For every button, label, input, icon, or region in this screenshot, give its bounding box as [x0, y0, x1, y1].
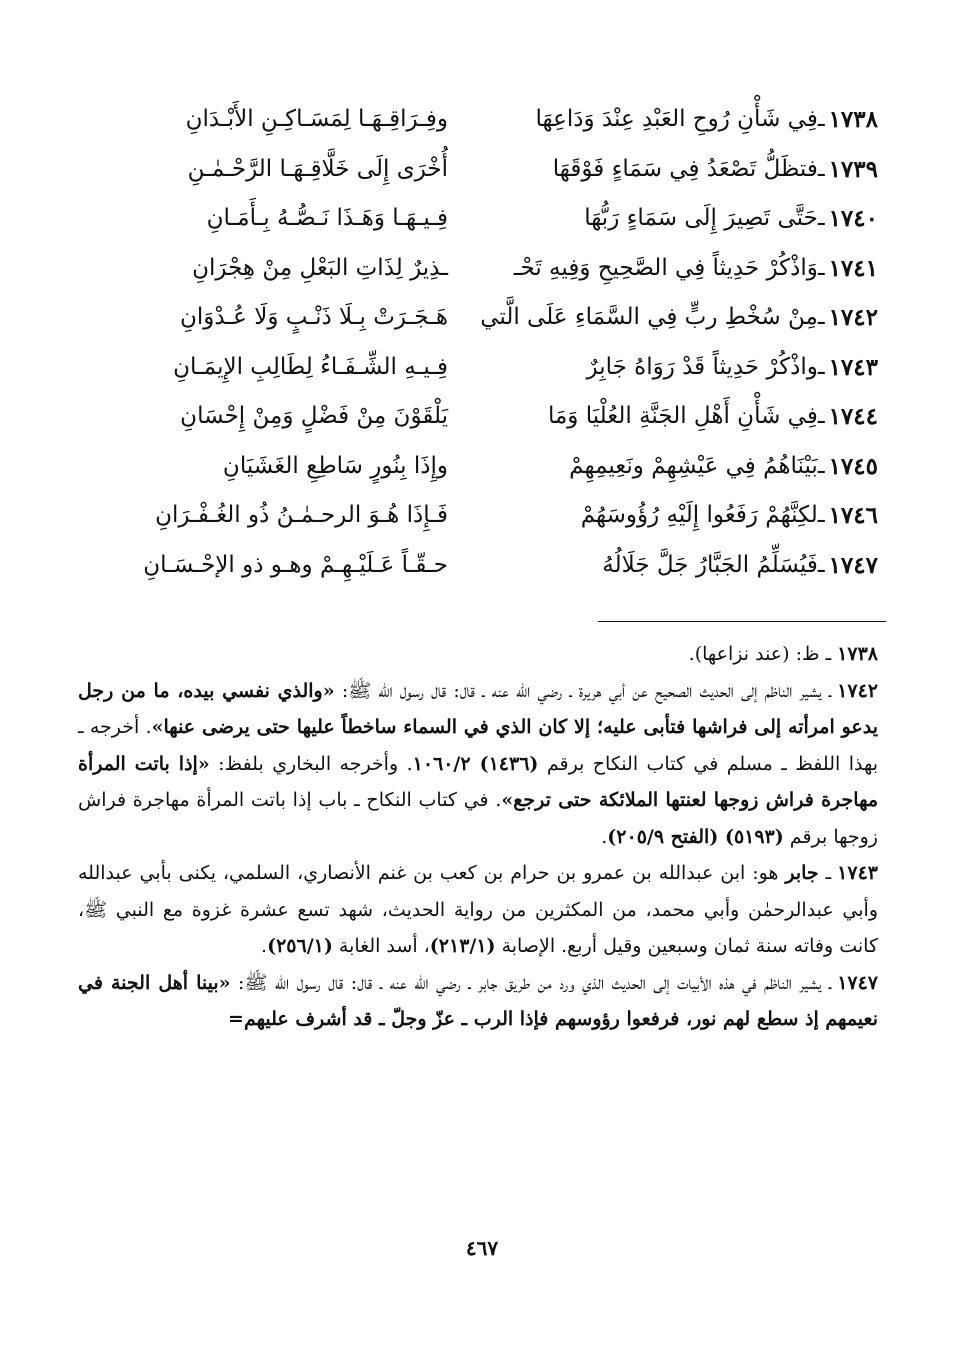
verse-second-hemistich: فَـإِذَا هُـوَ الرحـمٰـنُ ذُو الغُـفْـرَانِ — [155, 502, 448, 528]
verse-second-hemistich: أُخْرَى إِلَى خَلَّاقِـهَـا الرَّحْـمٰـنِ — [187, 155, 448, 182]
footnote-bold-text: (٢٥٦/١) — [267, 935, 333, 957]
verse-dash: ـ — [817, 403, 825, 429]
verse-dash: ـ — [817, 155, 825, 182]
verse-line — [78, 343, 878, 393]
footnote-text: . أخرجه ـ بهذا اللفظ ـ مسلم في كتاب النكاح برقم — [78, 716, 878, 775]
page-number: ٤٦٧ — [465, 1236, 499, 1260]
verse-line — [78, 293, 878, 343]
footnote-bold-text: جابر — [785, 862, 819, 884]
verse-second-hemistich: حـقّـاً عَـلَيْـهِـمْ وهـو ذو الإحْـسَـانِ — [143, 551, 448, 578]
footnote-number: ١٧٣٨ — [837, 643, 878, 665]
footnote-number: ١٧٤٢ — [837, 679, 878, 702]
footnote — [78, 965, 878, 1038]
footnotes — [78, 636, 878, 1038]
verse-number: ١٧٣٩ — [828, 155, 878, 183]
verse-second-hemistich: وإِذَا بِنُورٍ سَاطِعِ الغَشَيَانِ — [222, 452, 448, 479]
verse-number: ١٧٤٥ — [828, 452, 878, 480]
verse-number: ١٧٤٣ — [828, 353, 878, 381]
verse-dash: ـ — [817, 304, 825, 330]
verse-first-text: واذْكُرْ حَدِيثاً قَدْ رَوَاهُ جَابِرٌ — [586, 353, 818, 380]
verse-first-hemistich — [458, 145, 878, 195]
verse-second-hemistich: فِـيـهِ الشِّـفَـاءُ لِطَالِبِ الإِيمَـانِ — [173, 353, 448, 380]
verse-dash: ـ — [817, 502, 825, 528]
verse-line — [78, 194, 878, 244]
verse-number: ١٧٤١ — [828, 254, 878, 282]
verse-first-text: فِي شَأْنِ رُوحِ العَبْدِ عِنْدَ وَدَاعِهَا — [535, 106, 818, 132]
verse-second-hemistich: فِـيـهَـا وَهَـذَا نَـصُّـهُ بِـأَمَـانِ — [206, 205, 448, 231]
verse-first-text: فَيُسَلِّمُ الجَبَّارُ جَلَّ جَلَالُهُ — [602, 551, 818, 578]
footnote-bold-text: «والذي نفسي بيده، ما من رجل يدعو امرأته إلى فراشها فتأبى عليه؛ إلا كان الذي في السماء ساخطاً عليها حتى يرضى عنها» — [78, 679, 879, 738]
verse-second-hemistich: هَـجَـرَتْ بِـلَا ذَنْـبٍ وَلَا عُـدْوَانِ — [179, 304, 448, 330]
poem-section — [78, 95, 878, 590]
verse-line — [78, 244, 878, 294]
verse-number: ١٧٤٦ — [828, 502, 878, 529]
footnote-bold-text: (٥١٩٣) (الفتح ٢٠٥/٩) — [607, 825, 784, 848]
verse-number: ١٧٤٤ — [828, 403, 878, 430]
footnote-text: ـ يشير الناظم في هذه الأبيات إلى الحديث الذي ورد من طريق جابر ـ رضي الله عنه ـ قال: قال رسول الله ﷺ: — [230, 971, 832, 994]
footnote-text: ، أسد الغابة — [332, 935, 430, 957]
verse-first-hemistich — [458, 95, 878, 145]
footnote-bold-text: (١٤٣٦) ١٠٦٠/٢ — [412, 752, 539, 775]
verse-first-hemistich — [458, 293, 878, 343]
verse-first-text: بَيْنَاهُمُ فِي عَيْشِهِمْ ونَعِيمِهِمْ — [569, 452, 818, 479]
verse-second-hemistich: ـذِيرٌ لِذَاتِ البَعْلِ مِنْ هِجْرَانِ — [192, 254, 448, 281]
verse-list — [78, 95, 878, 590]
footnote-bold-text: «إذا باتت المرأة مهاجرة فراش زوجها لعنتها الملائكة حتى ترجع» — [78, 752, 878, 811]
footnote-text: . وأخرجه البخاري بلفظ: — [209, 752, 413, 775]
verse-dash: ـ — [817, 551, 825, 578]
verse-first-text: حَتَّى تَصِيرَ إِلَى سَمَاءٍ رَبُّهَا — [584, 205, 818, 231]
verse-second-hemistich: يَلْقَوْنَ مِنْ فَضْلٍ وَمِنْ إِحْسَانِ — [180, 403, 448, 429]
verse-first-hemistich — [458, 442, 878, 492]
verse-first-hemistich — [458, 194, 878, 244]
verse-line — [78, 442, 878, 492]
verse-line — [78, 541, 878, 591]
footnote-text: . — [261, 935, 268, 957]
verse-first-text: فتظَلُّ تَصْعَدُ فِي سَمَاءٍ فَوْقَهَا — [552, 155, 818, 182]
footnote — [78, 636, 878, 673]
footnote-text: ـ — [818, 862, 832, 884]
footnote-text: ـ يشير الناظم إلى الحديث الصحيح عن أبي هريرة ـ رضي الله عنه ـ قال: قال رسول الله ﷺ: — [334, 679, 832, 702]
footnote-bold-text: «بينا أهل الجنة في نعيمهم إذ سطع لهم نور، فرفعوا رؤوسهم فإذا الرب ـ عزّ وجلّ ـ قد أشرف عليهم= — [78, 971, 878, 1030]
verse-number: ١٧٤٧ — [828, 551, 878, 579]
verse-first-text: فِي شَأْنِ أَهْلِ الجَنَّةِ العُلْيَا وَمَا — [547, 403, 818, 429]
verse-number: ١٧٤٠ — [828, 205, 878, 232]
verse-first-text: مِنْ سُخْطِ ربٍّ فِي السَّمَاءِ عَلَى الَّتي — [480, 304, 818, 330]
verse-first-text: وَاذْكُرْ حَدِيثاً فِي الصَّحِيحِ وَفِيهِ تَحْـ — [513, 254, 818, 281]
footnote-bold-text: (٢١٣/١) — [429, 935, 496, 957]
footnote-text: . في كتاب النكاح ـ باب إذا باتت المرأة مهاجرة فراش زوجها برقم — [78, 789, 878, 848]
verse-first-hemistich — [458, 244, 878, 294]
verse-dash: ـ — [817, 106, 825, 132]
footnote-text: ـ ظ: (عند نزاعها). — [688, 643, 832, 665]
verse-line — [78, 491, 878, 541]
footnote-text: هو: ابن عبدالله بن عمرو بن حرام بن كعب بن غنم الأنصاري، السلمي، يكنى بأبي عبدالله وأبي عبدالرحمٰن وأبي محمد، من المكثرين من رواية الحديث، شهد تسع عشرة غزوة مع النبي ﷺ، كانت وفاته سنة ثمان وسبعين وقيل أربع. الإصابة — [78, 862, 878, 957]
footnote-number: ١٧٤٧ — [837, 971, 879, 994]
verse-dash: ـ — [817, 254, 825, 281]
footnote-number: ١٧٤٣ — [837, 862, 878, 884]
verse-number: ١٧٣٨ — [828, 106, 878, 133]
verse-line — [78, 95, 878, 145]
footnote-separator — [598, 621, 886, 622]
footnote — [78, 673, 878, 856]
verse-line — [78, 145, 878, 195]
verse-first-hemistich — [458, 491, 878, 541]
verse-dash: ـ — [817, 353, 825, 380]
verse-dash: ـ — [817, 205, 825, 231]
verse-second-hemistich: وفِـرَاقِـهَـا لِمَسَـاكِـنِ الأَبْـدَانِ — [185, 106, 448, 132]
footnote-text: . — [601, 825, 608, 848]
verse-dash: ـ — [817, 452, 825, 479]
verse-first-hemistich — [458, 343, 878, 393]
verse-line — [78, 392, 878, 442]
footnote — [78, 855, 878, 965]
verse-first-hemistich — [458, 541, 878, 591]
verse-number: ١٧٤٢ — [828, 304, 878, 331]
verse-first-hemistich — [458, 392, 878, 442]
verse-first-text: لكِنَّهُمْ رَفَعُوا إِلَيْهِ رُؤُوسَهُمْ — [580, 502, 818, 528]
